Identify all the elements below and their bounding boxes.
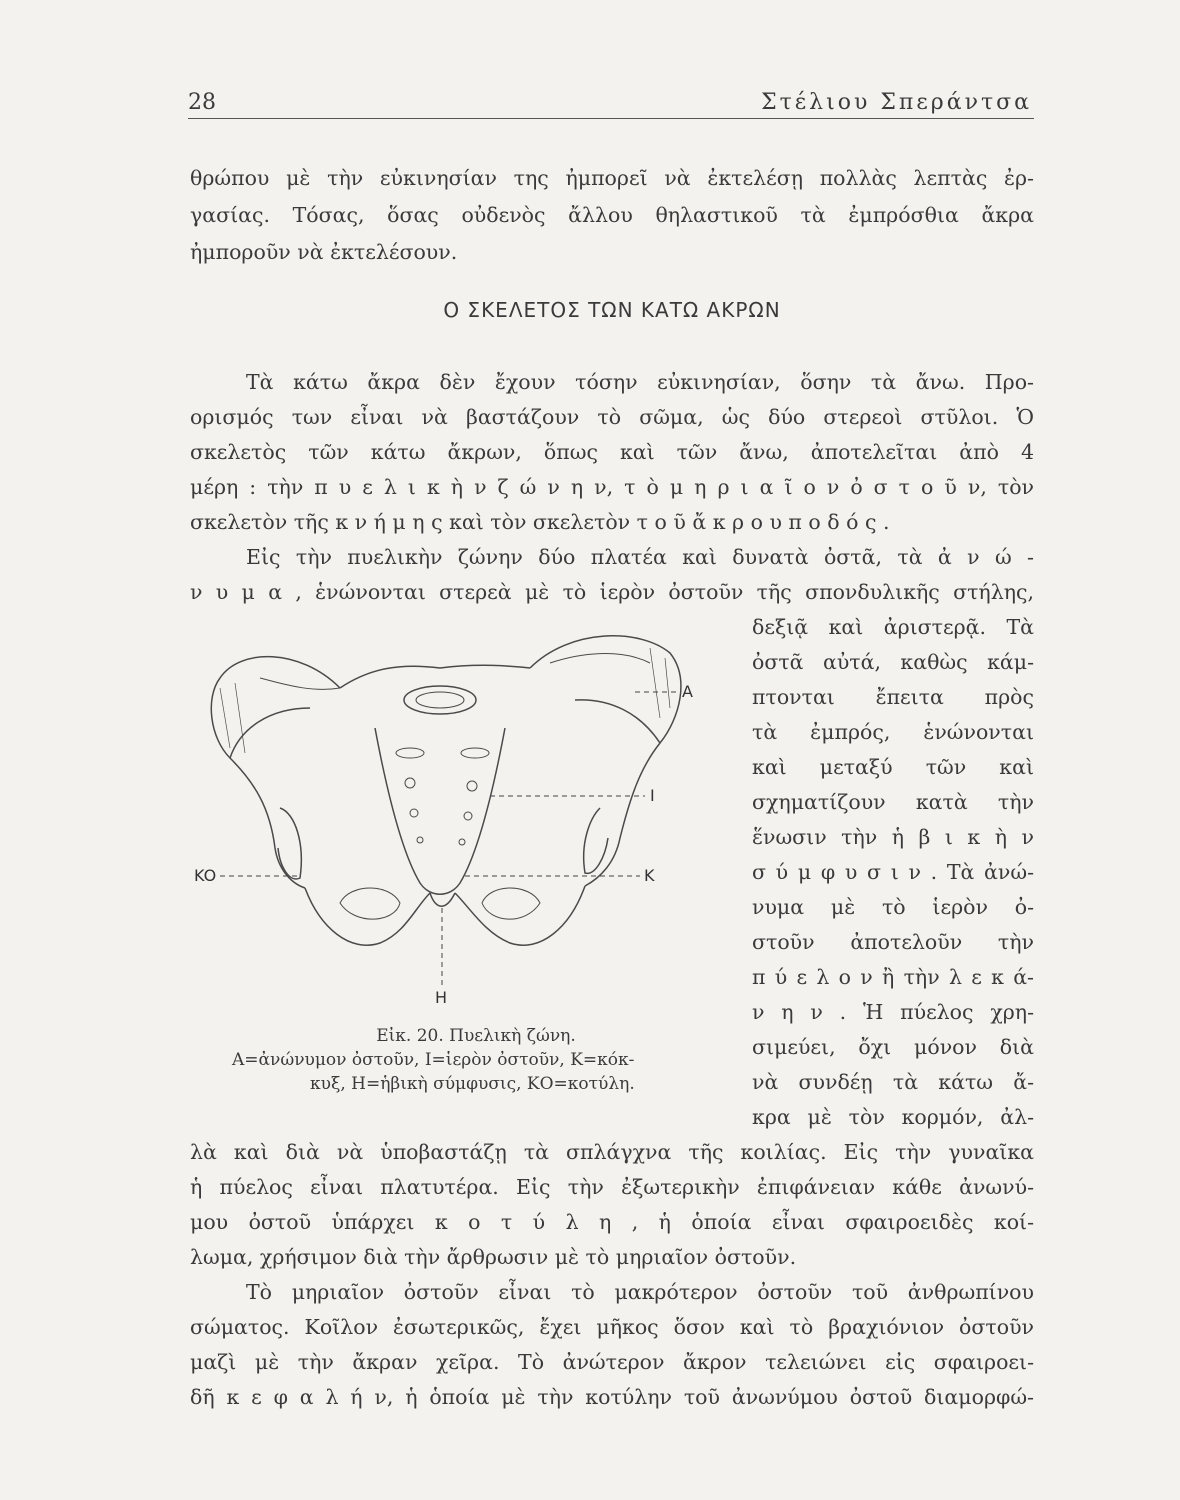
text-line: νυμα μὲ τὸ ἱερὸν ὀ-	[752, 895, 1034, 919]
section-heading: Ο ΣΚΕΛΕΤΟΣ ΤΩΝ ΚΑΤΩ ΑΚΡΩΝ	[443, 298, 781, 322]
figure-label-ko: KO	[194, 866, 217, 885]
text-line: δεξιᾷ καὶ ἀριστερᾷ. Τὰ	[752, 615, 1034, 639]
text-line: σκελετὸν τῆς κ ν ή μ η ς καὶ τὸν σκελετὸν τ ο ῦ ἄ κ ρ ο υ π ο δ ό ς .	[190, 510, 890, 534]
text-line: νὰ συνδέῃ τὰ κάτω ἄ-	[752, 1070, 1034, 1094]
figure-label-a: A	[682, 682, 693, 701]
text-line: ἠμποροῦν νὰ ἐκτελέσουν.	[190, 240, 458, 264]
figure-caption	[226, 1024, 726, 1096]
text-line: σχηματίζουν κατὰ τὴν	[752, 790, 1034, 814]
header-rule	[188, 118, 1034, 119]
pelvis-figure	[194, 608, 693, 1028]
page-number: 28	[188, 90, 216, 115]
text-line: λὰ καὶ διὰ νὰ ὑποβαστάζῃ τὰ σπλάγχνα τῆς κοιλίας. Εἰς τὴν γυναῖκα	[190, 1140, 1034, 1164]
text-line: ἕνωσιν τὴν ἡ β ι κ ὴ ν	[752, 825, 1034, 849]
text-line: ὀστᾶ αὐτά, καθὼς κάμ-	[752, 650, 1034, 674]
running-head-author: Στέλιου Σπεράντσα	[761, 90, 1032, 115]
text-line: γασίας. Τόσας, ὅσας οὐδενὸς ἄλλου θηλαστικοῦ τὰ ἐμπρόσθια ἄκρα	[190, 203, 1034, 227]
text-line: ν η ν . Ἡ πύελος χρη-	[752, 1000, 1034, 1024]
text-line: μέρη : τὴν π υ ε λ ι κ ὴ ν ζ ώ ν η ν, τ ὸ μ η ρ ι α ῖ ο ν ὀ σ τ ο ῦ ν, τὸν	[190, 475, 1034, 499]
caption-legend-line: Α=ἀνώνυμον ὀστοῦν, Ι=ἱερὸν ὀστοῦν, Κ=κόκ-	[232, 1050, 635, 1070]
pelvis-illustration	[200, 608, 690, 1028]
figure-label-i: I	[650, 786, 655, 805]
text-line: τὰ ἐμπρός, ἑνώνονται	[752, 720, 1034, 744]
text-line: σκελετὸς τῶν κάτω ἄκρων, ὅπως καὶ τῶν ἄνω, ἀποτελεῖται ἀπὸ 4	[190, 440, 1034, 464]
text-line: θρώπου μὲ τὴν εὐκινησίαν της ἠμπορεῖ νὰ ἐκτελέσῃ πολλὰς λεπτὰς ἐρ-	[190, 166, 1034, 190]
text-line: Τὸ μηριαῖον ὀστοῦν εἶναι τὸ μακρότερον ὀστοῦν τοῦ ἀνθρωπίνου	[246, 1280, 1034, 1304]
figure-label-h: H	[435, 988, 448, 1007]
text-line: πτονται ἔπειτα πρὸς	[752, 685, 1034, 709]
caption-title: Εἰκ. 20. Πυελικὴ ζώνη.	[376, 1026, 576, 1046]
text-line: λωμα, χρήσιμον διὰ τὴν ἄρθρωσιν μὲ τὸ μηριαῖον ὀστοῦν.	[190, 1245, 797, 1269]
text-line: σιμεύει, ὄχι μόνον διὰ	[752, 1035, 1034, 1059]
text-line: ορισμός των εἶναι νὰ βαστάζουν τὸ σῶμα, ὡς δύο στερεοὶ στῦλοι. Ὁ	[190, 405, 1034, 429]
text-line: σώματος. Κοῖλον ἐσωτερικῶς, ἔχει μῆκος ὅσον καὶ τὸ βραχιόνιον ὀστοῦν	[190, 1315, 1034, 1339]
text-line: μαζὶ μὲ τὴν ἄκραν χεῖρα. Τὸ ἀνώτερον ἄκρον τελειώνει εἰς σφαιροει-	[190, 1350, 1034, 1374]
text-line: Τὰ κάτω ἄκρα δὲν ἔχουν τόσην εὐκινησίαν, ὅσην τὰ ἄνω. Προ-	[246, 370, 1034, 394]
text-line: Εἰς τὴν πυελικὴν ζώνην δύο πλατέα καὶ δυνατὰ ὀστᾶ, τὰ ἀ ν ώ -	[246, 545, 1034, 569]
text-line: δῆ κ ε φ α λ ή ν, ἡ ὁποία μὲ τὴν κοτύλην τοῦ ἀνωνύμου ὀστοῦ διαμορφώ-	[190, 1385, 1034, 1409]
page-header	[188, 88, 1034, 120]
figure-label-k: K	[644, 866, 655, 885]
text-line: στοῦν ἀποτελοῦν τὴν	[752, 930, 1034, 954]
text-line: π ύ ε λ ο ν ἢ τὴν λ ε κ ά-	[752, 965, 1034, 989]
caption-legend-line: κυξ, Η=ἡβικὴ σύμφυσις, ΚΟ=κοτύλη.	[310, 1074, 635, 1094]
text-line: καὶ μεταξύ τῶν καὶ	[752, 755, 1034, 779]
text-line: σ ύ μ φ υ σ ι ν . Τὰ ἀνώ-	[752, 860, 1034, 884]
text-line: μου ὀστοῦ ὑπάρχει κ ο τ ύ λ η , ἡ ὁποία εἶναι σφαιροειδὲς κοί-	[190, 1210, 1034, 1234]
text-line: ν υ μ α , ἑνώνονται στερεὰ μὲ τὸ ἱερὸν ὀστοῦν τῆς σπονδυλικῆς στήλης,	[190, 580, 1034, 604]
text-line: ἡ πύελος εἶναι πλατυτέρα. Εἰς τὴν ἐξωτερικὴν ἐπιφάνειαν κάθε ἀνωνύ-	[190, 1175, 1034, 1199]
text-line: κρα μὲ τὸν κορμόν, ἀλ-	[752, 1105, 1034, 1129]
